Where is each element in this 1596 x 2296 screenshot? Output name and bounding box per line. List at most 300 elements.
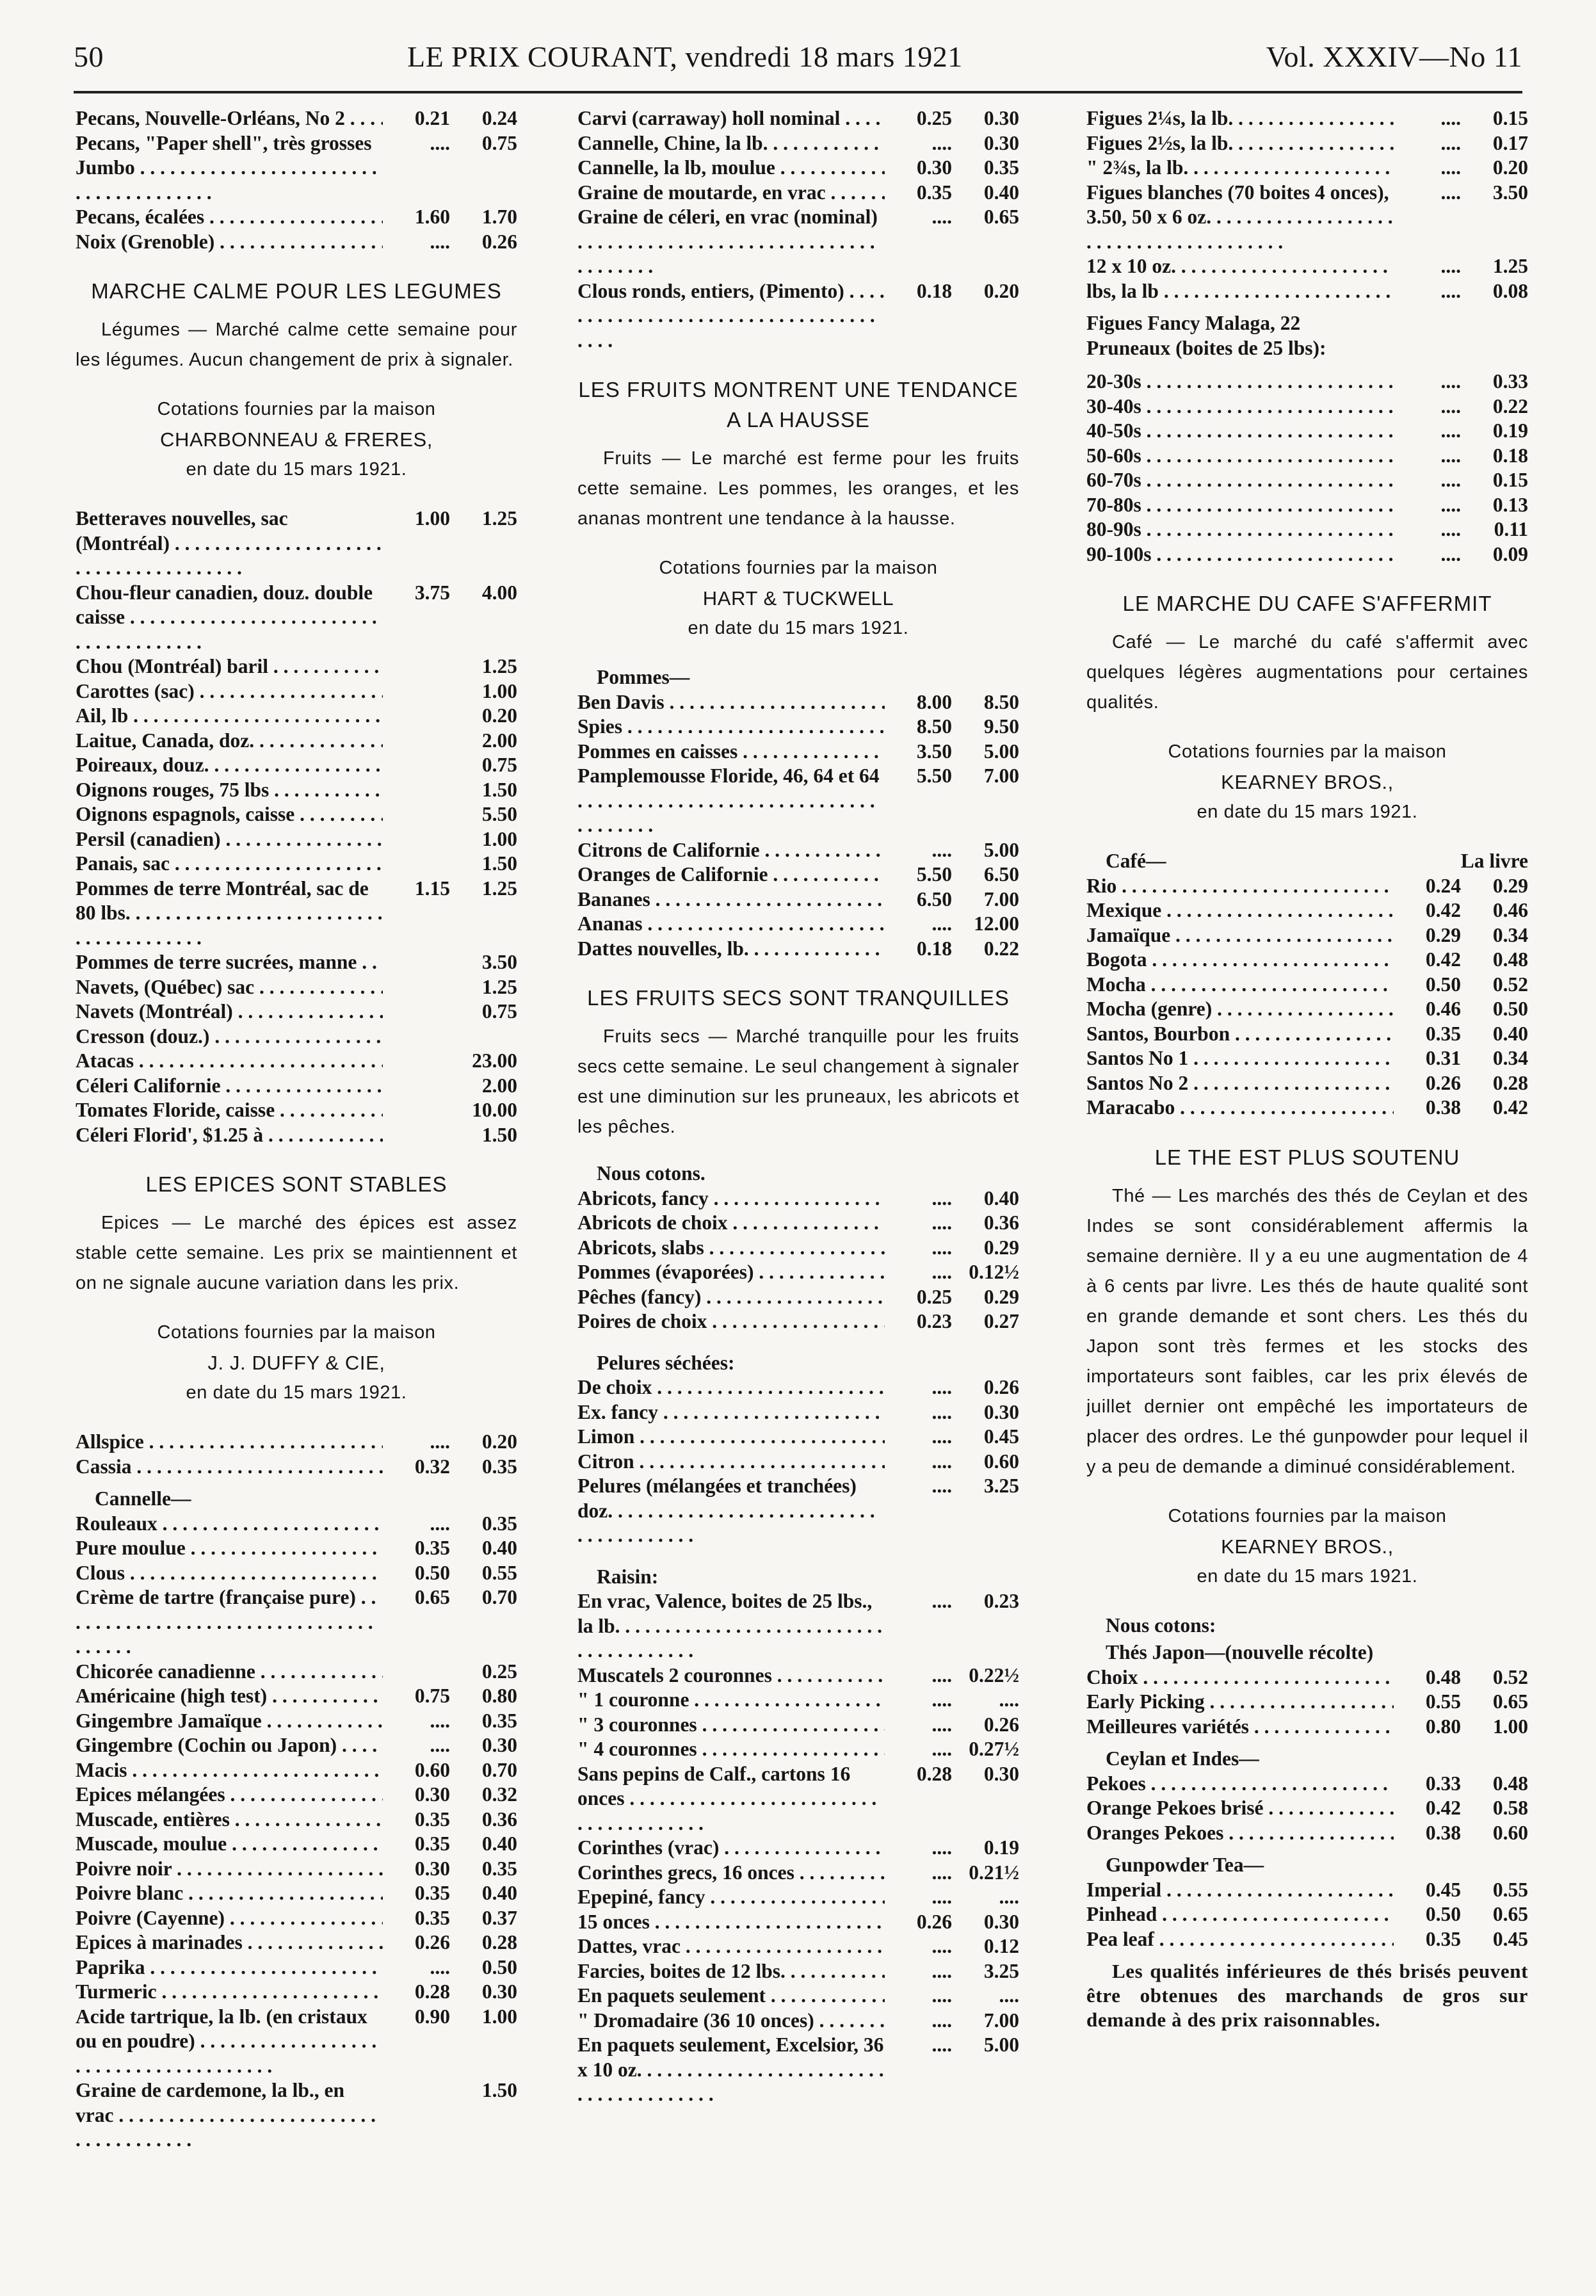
price-row bbox=[1086, 1095, 1528, 1120]
price-row bbox=[76, 1733, 517, 1758]
price-row-label: Muscatels 2 couronnes . . . bbox=[577, 1663, 885, 1688]
price-high: 5.00 bbox=[983, 740, 1019, 763]
price-high: 0.30 bbox=[481, 1980, 517, 2003]
price-high: 1.25 bbox=[481, 877, 517, 900]
price-high: 0.55 bbox=[1492, 1878, 1528, 1901]
price-row bbox=[76, 1930, 517, 1955]
price-high: 0.34 bbox=[1492, 1047, 1528, 1069]
price-high: 0.50 bbox=[1492, 998, 1528, 1020]
cafe-paragraph: Café — Le marché du café s'affermit avec quelques légères augmentations pour certaines qualités. bbox=[1086, 632, 1528, 713]
price-row-label: Imperial . . . bbox=[1086, 1878, 1394, 1903]
price-low: 0.18 bbox=[916, 279, 952, 302]
price-low: 0.35 bbox=[414, 1882, 450, 1904]
price-row-label: 12 x 10 oz. . . . bbox=[1086, 254, 1394, 279]
price-row-label: Pamplemousse Floride, 46, 64 et 64 . . . bbox=[577, 764, 885, 838]
price-row bbox=[76, 2078, 517, 2153]
price-high: 0.28 bbox=[1492, 1071, 1528, 1094]
price-high: 1.50 bbox=[481, 1123, 517, 1146]
price-row bbox=[1086, 444, 1528, 469]
price-row bbox=[76, 1881, 517, 1906]
price-row-label: Pecans, Nouvelle-Orléans, No 2 . . . bbox=[76, 106, 383, 131]
price-low: 0.35 bbox=[916, 181, 952, 204]
epices-quote: Cotations fournies par la maison J. J. DUFFY & CIE, en date du 15 mars 1921. bbox=[157, 1322, 436, 1403]
price-row-label: Limon . . . bbox=[577, 1425, 885, 1450]
price-row bbox=[76, 131, 517, 206]
price-low: 0.38 bbox=[1425, 1821, 1461, 1844]
price-low: .... bbox=[931, 1688, 952, 1711]
price-row bbox=[76, 753, 517, 778]
price-row-label: Abricots, fancy . . . bbox=[577, 1186, 885, 1211]
ceylan-subheading: Ceylan et Indes— bbox=[1106, 1747, 1259, 1770]
price-high: 10.00 bbox=[472, 1099, 517, 1121]
price-high: 5.50 bbox=[481, 803, 517, 825]
price-high: 0.26 bbox=[983, 1376, 1019, 1398]
price-high: 6.50 bbox=[983, 863, 1019, 885]
price-high: 1.70 bbox=[481, 206, 517, 228]
price-row bbox=[1086, 394, 1528, 419]
price-low: .... bbox=[931, 1236, 952, 1259]
price-row bbox=[577, 1688, 1019, 1713]
price-row bbox=[76, 704, 517, 729]
price-row bbox=[1086, 1772, 1528, 1797]
price-high: 0.40 bbox=[481, 1882, 517, 1904]
price-low: 0.26 bbox=[1425, 1071, 1461, 1094]
gunpowder-subheading: Gunpowder Tea— bbox=[1106, 1854, 1264, 1876]
price-row bbox=[577, 740, 1019, 764]
price-row-label: Jamaïque . . . bbox=[1086, 923, 1394, 948]
price-low: 0.80 bbox=[1425, 1715, 1461, 1738]
price-row bbox=[76, 230, 517, 255]
price-high: 0.17 bbox=[1492, 131, 1528, 154]
price-low: .... bbox=[931, 1400, 952, 1423]
price-high: 1.25 bbox=[481, 975, 517, 998]
price-row bbox=[1086, 1715, 1528, 1740]
price-row-label: Figues 2¼s, la lb. . . . bbox=[1086, 106, 1394, 131]
price-low: .... bbox=[1440, 255, 1461, 277]
price-row-label: Sans pepins de Calf., cartons 16 onces . . . bbox=[577, 1762, 885, 1836]
price-high: 0.13 bbox=[1492, 493, 1528, 516]
price-high: .... bbox=[999, 1984, 1019, 2007]
epices-heading: LES EPICES SONT STABLES bbox=[145, 1172, 447, 1196]
price-high: 0.24 bbox=[481, 107, 517, 129]
price-high: 0.52 bbox=[1492, 973, 1528, 996]
fruits-list bbox=[577, 690, 1019, 962]
legumes-paragraph: Légumes — Marché calme cette semaine pour les légumes. Aucun changement de prix à signaler. bbox=[76, 319, 517, 370]
price-row-label: Cannelle, la lb, moulue . . . bbox=[577, 156, 885, 181]
price-row bbox=[76, 802, 517, 827]
price-low: .... bbox=[1440, 131, 1461, 154]
price-row bbox=[1086, 156, 1528, 181]
price-row bbox=[1086, 369, 1528, 394]
price-row bbox=[76, 877, 517, 951]
price-row bbox=[1086, 493, 1528, 518]
price-row-label: Gingembre (Cochin ou Japon) . . . bbox=[76, 1733, 383, 1758]
price-row bbox=[577, 205, 1019, 279]
price-row-label: 70-80s . . . bbox=[1086, 493, 1394, 518]
price-low: .... bbox=[931, 1261, 952, 1283]
price-low: 0.26 bbox=[414, 1931, 450, 1953]
price-high: 0.32 bbox=[481, 1783, 517, 1806]
price-row bbox=[76, 1758, 517, 1783]
price-high: 0.15 bbox=[1492, 469, 1528, 491]
page-header bbox=[74, 40, 1522, 91]
price-row-label: 50-60s . . . bbox=[1086, 444, 1394, 469]
price-row bbox=[76, 1709, 517, 1734]
price-high: 0.11 bbox=[1494, 518, 1528, 540]
price-row bbox=[1086, 1796, 1528, 1821]
price-row bbox=[1086, 181, 1528, 255]
price-high: 0.36 bbox=[983, 1211, 1019, 1234]
price-row-label: Tomates Floride, caisse . . . bbox=[76, 1098, 383, 1123]
the-heading: LE THE EST PLUS SOUTENU bbox=[1154, 1145, 1460, 1169]
price-row bbox=[76, 1807, 517, 1832]
price-row-label: De choix . . . bbox=[577, 1375, 885, 1400]
price-row bbox=[76, 827, 517, 852]
price-row bbox=[577, 2033, 1019, 2107]
price-low: .... bbox=[931, 2009, 952, 2032]
price-high: 0.22½ bbox=[969, 1663, 1019, 1686]
price-row bbox=[577, 1425, 1019, 1450]
price-high: 0.40 bbox=[983, 1186, 1019, 1209]
price-low: 0.60 bbox=[414, 1758, 450, 1781]
price-row-label: Rio . . . bbox=[1086, 874, 1394, 899]
price-row-label: " Dromadaire (36 10 onces) . . . bbox=[577, 2009, 885, 2033]
price-low: .... bbox=[931, 838, 952, 861]
price-low: 0.65 bbox=[414, 1586, 450, 1608]
price-row bbox=[577, 1186, 1019, 1211]
price-high: 0.70 bbox=[481, 1758, 517, 1781]
price-low: .... bbox=[931, 1211, 952, 1234]
price-high: 0.35 bbox=[481, 1512, 517, 1535]
price-high: 0.52 bbox=[1492, 1665, 1528, 1688]
price-high: 0.55 bbox=[481, 1561, 517, 1584]
cafe-table-header bbox=[1086, 849, 1528, 874]
price-high: 7.00 bbox=[983, 2009, 1019, 2032]
price-low: 5.50 bbox=[916, 764, 952, 787]
price-low: .... bbox=[931, 1450, 952, 1473]
price-row-label: Pommes de terre sucrées, manne . . . bbox=[76, 950, 383, 975]
price-high: 0.21½ bbox=[969, 1861, 1019, 1884]
price-high: 0.35 bbox=[983, 156, 1019, 179]
price-row bbox=[577, 1375, 1019, 1400]
price-low: .... bbox=[1440, 542, 1461, 565]
price-row-label: Poivre noir . . . bbox=[76, 1857, 383, 1882]
epices-list-a bbox=[76, 1430, 517, 1479]
price-row-label: Oignons rouges, 75 lbs . . . bbox=[76, 778, 383, 803]
price-row-label: Santos, Bourbon . . . bbox=[1086, 1022, 1394, 1047]
price-row bbox=[76, 1980, 517, 2005]
graines-list bbox=[577, 106, 1019, 353]
price-high: 5.00 bbox=[983, 838, 1019, 861]
price-low: 0.21 bbox=[414, 107, 450, 129]
price-row-label: Noix (Grenoble) . . . bbox=[76, 230, 383, 255]
price-row-label: Farcies, boites de 12 lbs. . . . bbox=[577, 1959, 885, 1984]
price-high: 0.35 bbox=[481, 1857, 517, 1880]
price-row bbox=[76, 975, 517, 1000]
price-low: .... bbox=[931, 1186, 952, 1209]
closing-paragraph: Les qualités inférieures de thés brisés peuvent être obtenues des marchands de gros sur demande à des prix raisonnables. bbox=[1086, 1960, 1528, 2031]
ceylan-list bbox=[1086, 1772, 1528, 1846]
fruits-heading: LES FRUITS MONTRENT UNE TENDANCE A LA HAUSSE bbox=[578, 378, 1019, 432]
legumes-list bbox=[76, 506, 517, 1147]
price-row bbox=[1086, 106, 1528, 131]
price-high: 0.65 bbox=[1492, 1690, 1528, 1713]
cafe-heading: LE MARCHE DU CAFE S'AFFERMIT bbox=[1122, 592, 1492, 615]
price-high: 0.22 bbox=[983, 937, 1019, 960]
price-row bbox=[577, 862, 1019, 887]
price-high: 0.60 bbox=[1492, 1821, 1528, 1844]
column-2 bbox=[577, 106, 1019, 2277]
price-row bbox=[76, 852, 517, 877]
price-row-label: Epepiné, fancy . . . bbox=[577, 1885, 885, 1910]
price-row-label: " 4 couronnes . . . bbox=[577, 1737, 885, 1762]
price-row bbox=[76, 679, 517, 704]
price-low: .... bbox=[430, 1430, 450, 1453]
price-row bbox=[577, 1474, 1019, 1548]
price-high: .... bbox=[999, 1886, 1019, 1908]
price-row bbox=[577, 279, 1019, 353]
price-row bbox=[577, 2009, 1019, 2033]
price-high: 0.25 bbox=[481, 1660, 517, 1683]
price-high: 23.00 bbox=[472, 1049, 517, 1072]
price-low: 0.90 bbox=[414, 2005, 450, 2028]
price-row bbox=[76, 581, 517, 655]
price-high: 0.30 bbox=[983, 131, 1019, 154]
price-high: 0.30 bbox=[983, 1400, 1019, 1423]
price-row bbox=[577, 1836, 1019, 1861]
price-high: 0.29 bbox=[983, 1285, 1019, 1308]
price-low: .... bbox=[1440, 156, 1461, 179]
price-low: 0.35 bbox=[1425, 1022, 1461, 1045]
price-low: 0.25 bbox=[916, 1285, 952, 1308]
price-row-label: 90-100s . . . bbox=[1086, 542, 1394, 567]
price-high: 0.75 bbox=[481, 754, 517, 776]
price-row-label: 60-70s . . . bbox=[1086, 468, 1394, 493]
price-low: 0.42 bbox=[1425, 1797, 1461, 1819]
price-row bbox=[1086, 898, 1528, 923]
price-row bbox=[76, 1512, 517, 1537]
price-row bbox=[76, 2005, 517, 2079]
fruits-secs-list bbox=[577, 1186, 1019, 1334]
price-high: 0.26 bbox=[481, 230, 517, 253]
price-high: 0.08 bbox=[1492, 279, 1528, 302]
price-low: .... bbox=[430, 230, 450, 253]
japon-list bbox=[1086, 1665, 1528, 1740]
price-low: 0.26 bbox=[916, 1910, 952, 1933]
price-high: 0.27½ bbox=[969, 1738, 1019, 1760]
price-row bbox=[1086, 1046, 1528, 1071]
price-low: .... bbox=[430, 1734, 450, 1756]
price-row-label: Early Picking . . . bbox=[1086, 1690, 1394, 1715]
price-row-label: " 3 couronnes . . . bbox=[577, 1713, 885, 1738]
cannelle-list bbox=[76, 1512, 517, 1586]
price-low: .... bbox=[931, 1861, 952, 1884]
pelures-subheading: Pelures séchées: bbox=[597, 1351, 735, 1374]
raisin-list bbox=[577, 1589, 1019, 2107]
price-row-label: Dattes, vrac . . . bbox=[577, 1934, 885, 1959]
price-high: 0.23 bbox=[983, 1590, 1019, 1612]
price-row-label: Chou (Montréal) baril . . . bbox=[76, 654, 383, 679]
price-row bbox=[76, 1024, 517, 1049]
price-high: .... bbox=[999, 1688, 1019, 1711]
price-low: .... bbox=[931, 1376, 952, 1398]
price-low: 0.55 bbox=[1425, 1690, 1461, 1713]
price-row-label: Ben Davis . . . bbox=[577, 690, 885, 715]
price-row bbox=[577, 181, 1019, 206]
price-low: .... bbox=[1440, 370, 1461, 392]
price-high: 0.20 bbox=[481, 704, 517, 727]
price-row bbox=[76, 1455, 517, 1480]
price-row-label: Corinthes grecs, 16 onces . . . bbox=[577, 1861, 885, 1886]
price-row-label: Figues 2½s, la lb. . . . bbox=[1086, 131, 1394, 156]
price-row bbox=[76, 1123, 517, 1148]
price-high: 0.30 bbox=[481, 1734, 517, 1756]
japon-subheading: Thés Japon—(nouvelle récolte) bbox=[1106, 1641, 1374, 1663]
price-row-label: " 1 couronne . . . bbox=[577, 1688, 885, 1713]
price-low: .... bbox=[931, 1984, 952, 2007]
price-row bbox=[577, 131, 1019, 156]
price-high: 3.25 bbox=[983, 1475, 1019, 1497]
price-low: 0.75 bbox=[414, 1685, 450, 1707]
price-row bbox=[577, 690, 1019, 715]
price-row bbox=[577, 1663, 1019, 1688]
price-low: 0.35 bbox=[414, 1537, 450, 1559]
price-row-label: " 2¾s, la lb. . . . bbox=[1086, 156, 1394, 181]
price-low: .... bbox=[931, 1836, 952, 1859]
the-quote: Cotations fournies par la maison KEARNEY BROS., en date du 15 mars 1921. bbox=[1168, 1505, 1447, 1587]
price-row bbox=[577, 937, 1019, 962]
price-row-label: Epices mélangées . . . bbox=[76, 1783, 383, 1807]
price-row bbox=[1086, 517, 1528, 542]
price-high: 0.80 bbox=[481, 1685, 517, 1707]
price-low: 0.48 bbox=[1425, 1665, 1461, 1688]
price-high: 3.50 bbox=[1492, 181, 1528, 204]
price-row bbox=[1086, 1902, 1528, 1927]
column-3 bbox=[1086, 106, 1528, 2277]
price-high: 1.00 bbox=[481, 2005, 517, 2028]
epices-list-b bbox=[76, 1585, 517, 2153]
price-low: 8.50 bbox=[916, 715, 952, 738]
price-high: 1.00 bbox=[1492, 1715, 1528, 1738]
price-high: 0.40 bbox=[481, 1832, 517, 1855]
column-1 bbox=[76, 106, 517, 2277]
price-row-label: Santos No 1 . . . bbox=[1086, 1046, 1394, 1071]
price-row bbox=[76, 1585, 517, 1660]
price-row bbox=[577, 1910, 1019, 1935]
cafe-label: Café— bbox=[1106, 850, 1166, 872]
price-high: 0.29 bbox=[1492, 874, 1528, 897]
price-row bbox=[577, 1861, 1019, 1886]
price-high: 0.33 bbox=[1492, 370, 1528, 392]
price-high: 1.50 bbox=[481, 2079, 517, 2101]
price-row bbox=[1086, 997, 1528, 1022]
price-row bbox=[76, 654, 517, 679]
price-row-label: Graine de cardemone, la lb., en vrac . . . bbox=[76, 2078, 383, 2153]
price-row-label: Laitue, Canada, doz. . . . bbox=[76, 729, 383, 754]
price-row bbox=[76, 205, 517, 230]
price-row bbox=[577, 764, 1019, 838]
price-high: 7.00 bbox=[983, 887, 1019, 910]
price-high: 0.20 bbox=[1492, 156, 1528, 179]
pelures-list bbox=[577, 1375, 1019, 1548]
price-high: 1.50 bbox=[481, 852, 517, 875]
price-row-label: Choix . . . bbox=[1086, 1665, 1394, 1690]
price-low: 0.50 bbox=[414, 1561, 450, 1584]
price-low: .... bbox=[931, 1886, 952, 1908]
price-row bbox=[1086, 1927, 1528, 1952]
price-low: 1.15 bbox=[414, 877, 450, 900]
price-row bbox=[1086, 874, 1528, 899]
price-high: 3.50 bbox=[481, 951, 517, 973]
price-row bbox=[1086, 1071, 1528, 1096]
price-row-label: Corinthes (vrac) . . . bbox=[577, 1836, 885, 1861]
price-row-label: Meilleures variétés . . . bbox=[1086, 1715, 1394, 1740]
price-high: 0.58 bbox=[1492, 1797, 1528, 1819]
price-high: 0.65 bbox=[1492, 1903, 1528, 1925]
price-row-label: Rouleaux . . . bbox=[76, 1512, 383, 1537]
price-row bbox=[577, 1589, 1019, 1663]
price-row bbox=[76, 1660, 517, 1685]
price-low: .... bbox=[931, 2033, 952, 2056]
price-row-label: Clous . . . bbox=[76, 1561, 383, 1586]
price-low: 3.50 bbox=[916, 740, 952, 763]
legumes-quote: Cotations fournies par la maison CHARBONNEAU & FRERES, en date du 15 mars 1921. bbox=[157, 399, 436, 480]
price-row-label: Cresson (douz.) . . . bbox=[76, 1024, 383, 1049]
price-low: .... bbox=[931, 912, 952, 935]
price-high: 5.00 bbox=[983, 2033, 1019, 2056]
gunpowder-list bbox=[1086, 1878, 1528, 1952]
epices-paragraph: Epices — Le marché des épices est assez stable cette semaine. Les prix se maintiennent et on ne signale aucune variation dans les prix. bbox=[76, 1213, 517, 1293]
price-row-label: Crème de tartre (française pure) . . . bbox=[76, 1585, 383, 1660]
price-high: 0.30 bbox=[983, 107, 1019, 129]
legumes-heading: MARCHE CALME POUR LES LEGUMES bbox=[91, 279, 502, 303]
price-low: .... bbox=[931, 206, 952, 228]
price-high: 0.60 bbox=[983, 1450, 1019, 1473]
volume-number: Vol. XXXIV—No 11 bbox=[1266, 40, 1522, 73]
price-row bbox=[1086, 468, 1528, 493]
price-row-label: Muscade, entières . . . bbox=[76, 1807, 383, 1832]
price-row-label: Figues blanches (70 boites 4 onces), 3.50, 50 x 6 oz. . . . bbox=[1086, 181, 1394, 255]
price-high: 0.35 bbox=[481, 1455, 517, 1478]
price-low: 1.00 bbox=[414, 507, 450, 530]
price-low: .... bbox=[931, 1713, 952, 1736]
price-high: 0.30 bbox=[983, 1910, 1019, 1933]
price-row bbox=[76, 106, 517, 131]
price-high: 0.18 bbox=[1492, 444, 1528, 467]
price-row-label: Poivre (Cayenne) . . . bbox=[76, 1906, 383, 1931]
price-row-label: Abricots, slabs . . . bbox=[577, 1236, 885, 1261]
price-row-label: Bogota . . . bbox=[1086, 948, 1394, 973]
page-number: 50 bbox=[74, 40, 104, 73]
price-low: .... bbox=[1440, 419, 1461, 442]
price-low: 0.29 bbox=[1425, 923, 1461, 946]
price-low: 0.28 bbox=[414, 1980, 450, 2003]
price-low: 0.35 bbox=[414, 1832, 450, 1855]
price-row-label: Epices à marinades . . . bbox=[76, 1930, 383, 1955]
price-row bbox=[577, 1285, 1019, 1310]
header-rule bbox=[74, 91, 1522, 93]
price-low: .... bbox=[1440, 181, 1461, 204]
price-low: 6.50 bbox=[916, 887, 952, 910]
price-row bbox=[1086, 279, 1528, 304]
price-row-label: Pommes (évaporées) . . . bbox=[577, 1260, 885, 1285]
price-low: .... bbox=[1440, 107, 1461, 129]
cafe-unit: La livre bbox=[1460, 850, 1528, 872]
price-high: 0.09 bbox=[1492, 542, 1528, 565]
price-low: 0.30 bbox=[414, 1783, 450, 1806]
price-row bbox=[577, 1762, 1019, 1836]
price-row bbox=[577, 715, 1019, 740]
